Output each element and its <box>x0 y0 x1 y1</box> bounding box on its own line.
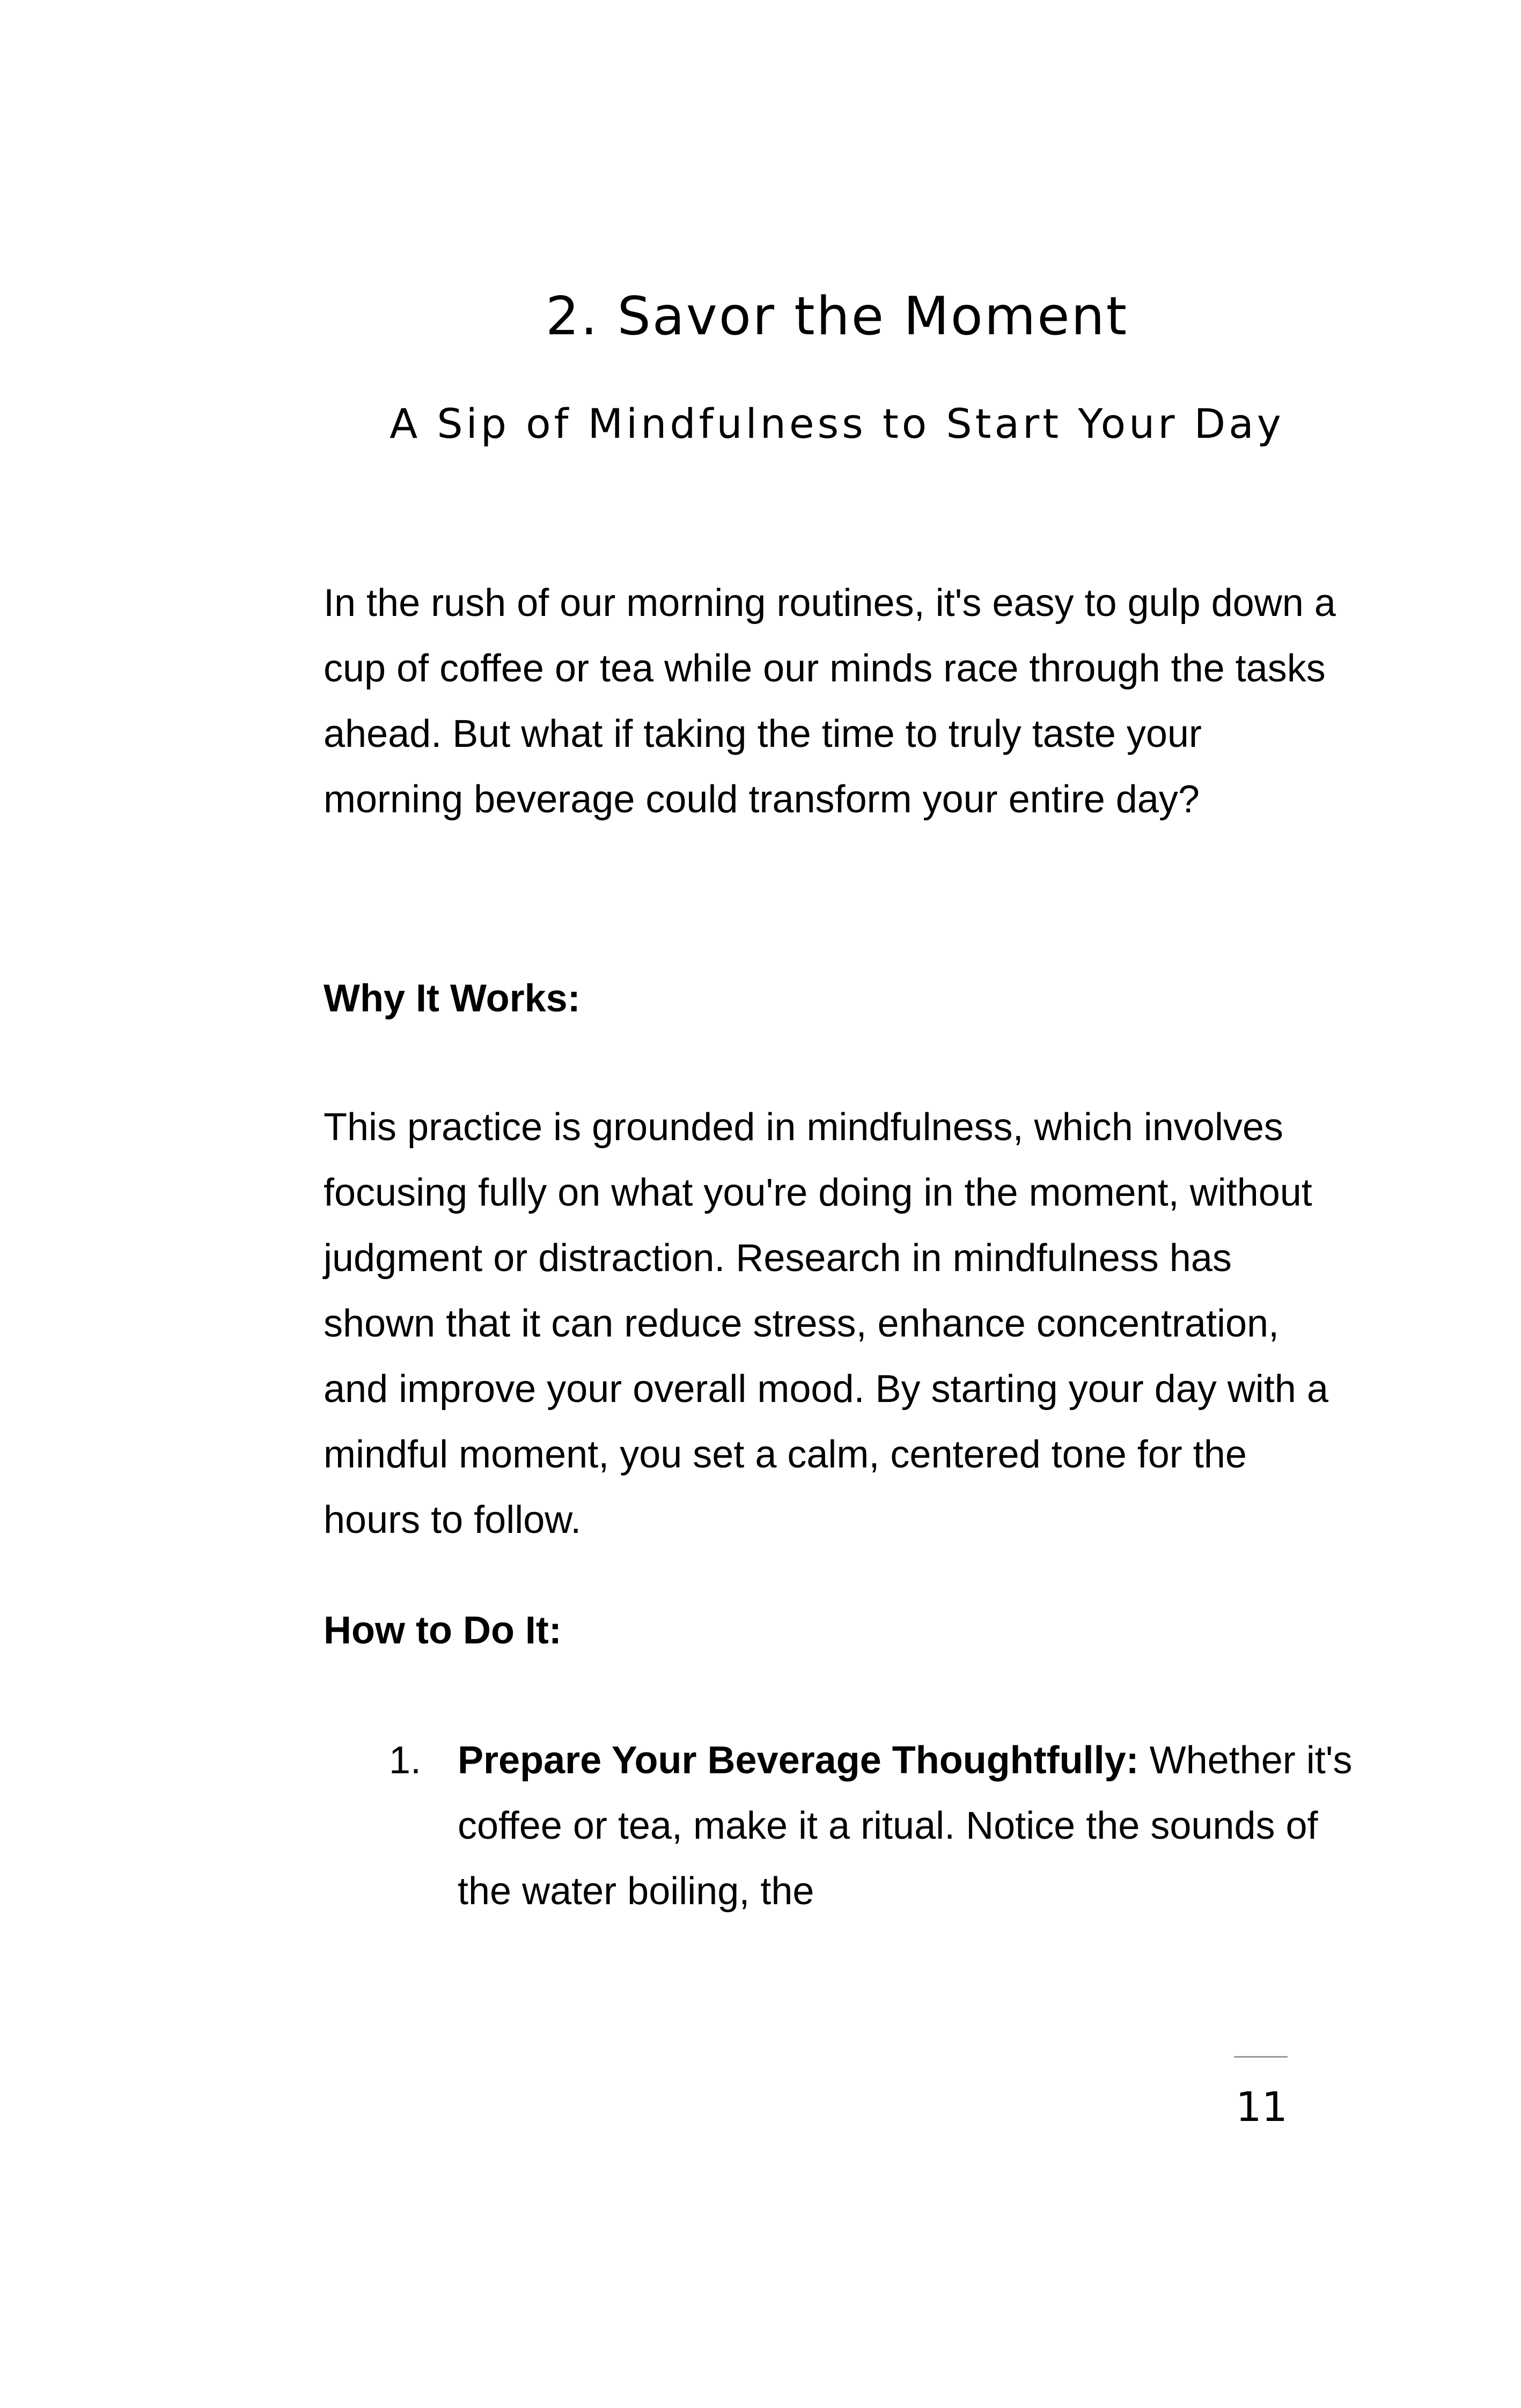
list-item-body <box>458 1728 1370 1924</box>
list-item-title: Prepare Your Beverage Thoughtfully: <box>458 1739 1139 1782</box>
page-number: 11 <box>1236 2083 1288 2131</box>
list-item-text: Whether it's coffee or tea, make it a ritual. Notice the sounds of the water boiling, the <box>458 1739 1353 1913</box>
why-it-works-paragraph: This practice is grounded in mindfulness, which involves focusing fully on what you're doing in the moment, without judgment or distraction. Research in mindfulness has shown that it can reduce stress, enhance concentration, and improve your overall mood. By starting your day with a mindful moment, you set a calm, centered tone for the hours to follow. <box>324 1106 1328 1541</box>
list-item-number: 1. <box>389 1739 422 1782</box>
how-to-do-it-heading: How to Do It: <box>324 1609 562 1652</box>
why-it-works-heading: Why It Works: <box>324 977 581 1020</box>
chapter-title: 2. Savor the Moment <box>545 286 1129 347</box>
chapter-subtitle: A Sip of Mindfulness to Start Your Day <box>390 400 1284 447</box>
intro-paragraph: In the rush of our morning routines, it's easy to gulp down a cup of coffee or tea while our minds race through the tasks ahead. But what if taking the time to truly taste your morning beverage could transform your entire day? <box>324 582 1336 821</box>
footer-rule <box>1234 2056 1288 2058</box>
